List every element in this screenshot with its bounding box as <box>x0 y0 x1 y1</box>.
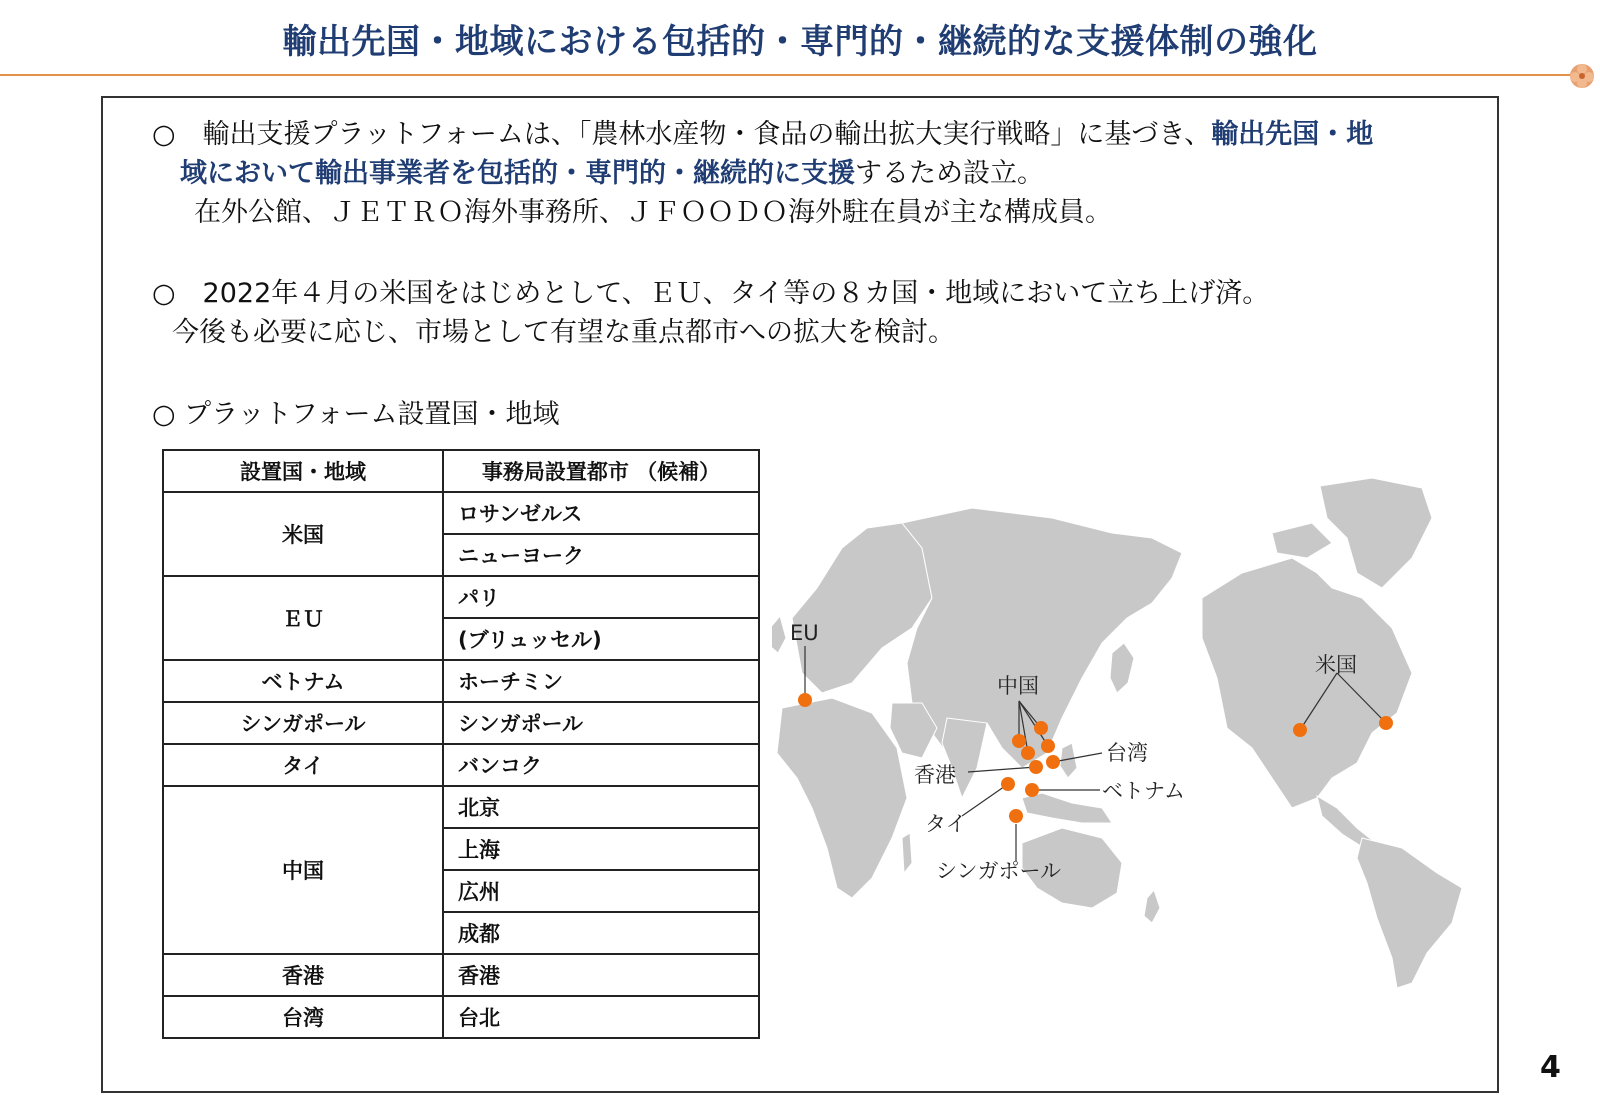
map-label-china: 中国 <box>997 674 1039 698</box>
map-label-thailand: タイ <box>925 812 967 836</box>
country-cell: シンガポール <box>163 702 443 744</box>
city-cell: 北京 <box>443 786 759 828</box>
leader-taiwan <box>1053 753 1102 762</box>
land-north-america <box>1202 558 1412 808</box>
land-se-asia-islands <box>1022 793 1112 823</box>
table-row <box>163 660 759 702</box>
marker-hochiminh <box>1025 783 1039 797</box>
country-cell: ベトナム <box>163 660 443 702</box>
land-south-america <box>1357 838 1462 988</box>
city-cell: ニューヨーク <box>443 534 759 576</box>
marker-bangkok <box>1001 777 1015 791</box>
bullet-1-text-end: するため設立。 <box>855 158 1044 189</box>
marker-beijing <box>1034 721 1048 735</box>
bullet-1-line-1 <box>152 116 1373 154</box>
page-number: 4 <box>1540 1050 1561 1085</box>
city-cell: バンコク <box>443 744 759 786</box>
city-cell: (ブリュッセル) <box>443 618 759 660</box>
bullet-2-line-1: ○ 2022年４月の米国をはじめとして、ＥＵ、タイ等の８カ国・地域において立ち上げ済。 <box>152 278 1270 309</box>
table-row <box>163 996 759 1038</box>
leader-thailand <box>962 784 1008 816</box>
city-cell: 成都 <box>443 912 759 954</box>
bullet-1-text: ○ 輸出支援プラットフォームは、「農林水産物・食品の輸出拡大実行戦略」に基づき、 <box>152 119 1212 150</box>
country-cell: 台湾 <box>163 996 443 1038</box>
table-row <box>163 744 759 786</box>
country-cell: 米国 <box>163 492 443 576</box>
map-label-taiwan: 台湾 <box>1106 741 1148 765</box>
bullet-1-line-2 <box>180 155 1044 193</box>
map-label-usa: 米国 <box>1315 653 1357 677</box>
land-greenland <box>1320 478 1432 588</box>
land-new-zealand <box>1144 890 1160 923</box>
city-cell: パリ <box>443 576 759 618</box>
flower-logo-icon <box>1568 62 1596 90</box>
city-cell: 台北 <box>443 996 759 1038</box>
land-arctic-islands <box>1272 523 1332 558</box>
bullet-1-highlight-b: 域において輸出事業者を包括的・専門的・継続的に支援 <box>180 158 855 189</box>
table-row <box>163 954 759 996</box>
country-cell: 香港 <box>163 954 443 996</box>
map-label-vietnam: ベトナム <box>1102 779 1185 803</box>
bullet-1-line-3: 在外公館、ＪＥＴＲＯ海外事務所、ＪＦＯＯＤＯ海外駐在員が主な構成員。 <box>194 197 1112 228</box>
land-uk <box>772 616 786 653</box>
land-madagascar <box>902 833 912 873</box>
country-cell: ＥＵ <box>163 576 443 660</box>
table-row <box>163 576 759 618</box>
marker-chengdu <box>1012 734 1026 748</box>
country-cell: 中国 <box>163 786 443 954</box>
header-divider <box>0 74 1572 76</box>
country-cell: タイ <box>163 744 443 786</box>
bullet-1-highlight-a: 輸出先国・地 <box>1211 119 1374 150</box>
city-cell: 広州 <box>443 870 759 912</box>
header-country: 設置国・地域 <box>163 450 443 492</box>
page-title: 輸出先国・地域における包括的・専門的・継続的な支援体制の強化 <box>282 22 1318 62</box>
table-header-row <box>163 450 759 492</box>
map-label-eu: EU <box>790 621 819 645</box>
marker-singapore <box>1009 809 1023 823</box>
table-row <box>163 702 759 744</box>
city-cell: ロサンゼルス <box>443 492 759 534</box>
bullet-3-heading: ○ プラットフォーム設置国・地域 <box>152 399 560 430</box>
marker-guangzhou <box>1021 746 1035 760</box>
marker-losangeles <box>1293 723 1307 737</box>
land-africa <box>777 698 907 898</box>
map-label-hongkong: 香港 <box>914 763 956 787</box>
city-cell: 上海 <box>443 828 759 870</box>
platform-table <box>162 449 760 1039</box>
city-cell: ホーチミン <box>443 660 759 702</box>
marker-taiwan <box>1046 755 1060 769</box>
marker-newyork <box>1379 716 1393 730</box>
marker-paris <box>798 693 812 707</box>
marker-hongkong <box>1029 760 1043 774</box>
land-japan <box>1110 643 1134 693</box>
map-label-singapore: シンガポール <box>936 859 1062 883</box>
table-row <box>163 786 759 828</box>
header-city: 事務局設置都市 （候補） <box>443 450 759 492</box>
city-cell: 香港 <box>443 954 759 996</box>
table-row <box>163 492 759 534</box>
bullet-2-line-2: 今後も必要に応じ、市場として有望な重点都市への拡大を検討。 <box>172 317 955 348</box>
city-cell: シンガポール <box>443 702 759 744</box>
map-landmasses <box>772 478 1462 988</box>
leader-hongkong <box>968 767 1036 772</box>
world-map <box>772 478 1492 998</box>
marker-shanghai <box>1041 739 1055 753</box>
